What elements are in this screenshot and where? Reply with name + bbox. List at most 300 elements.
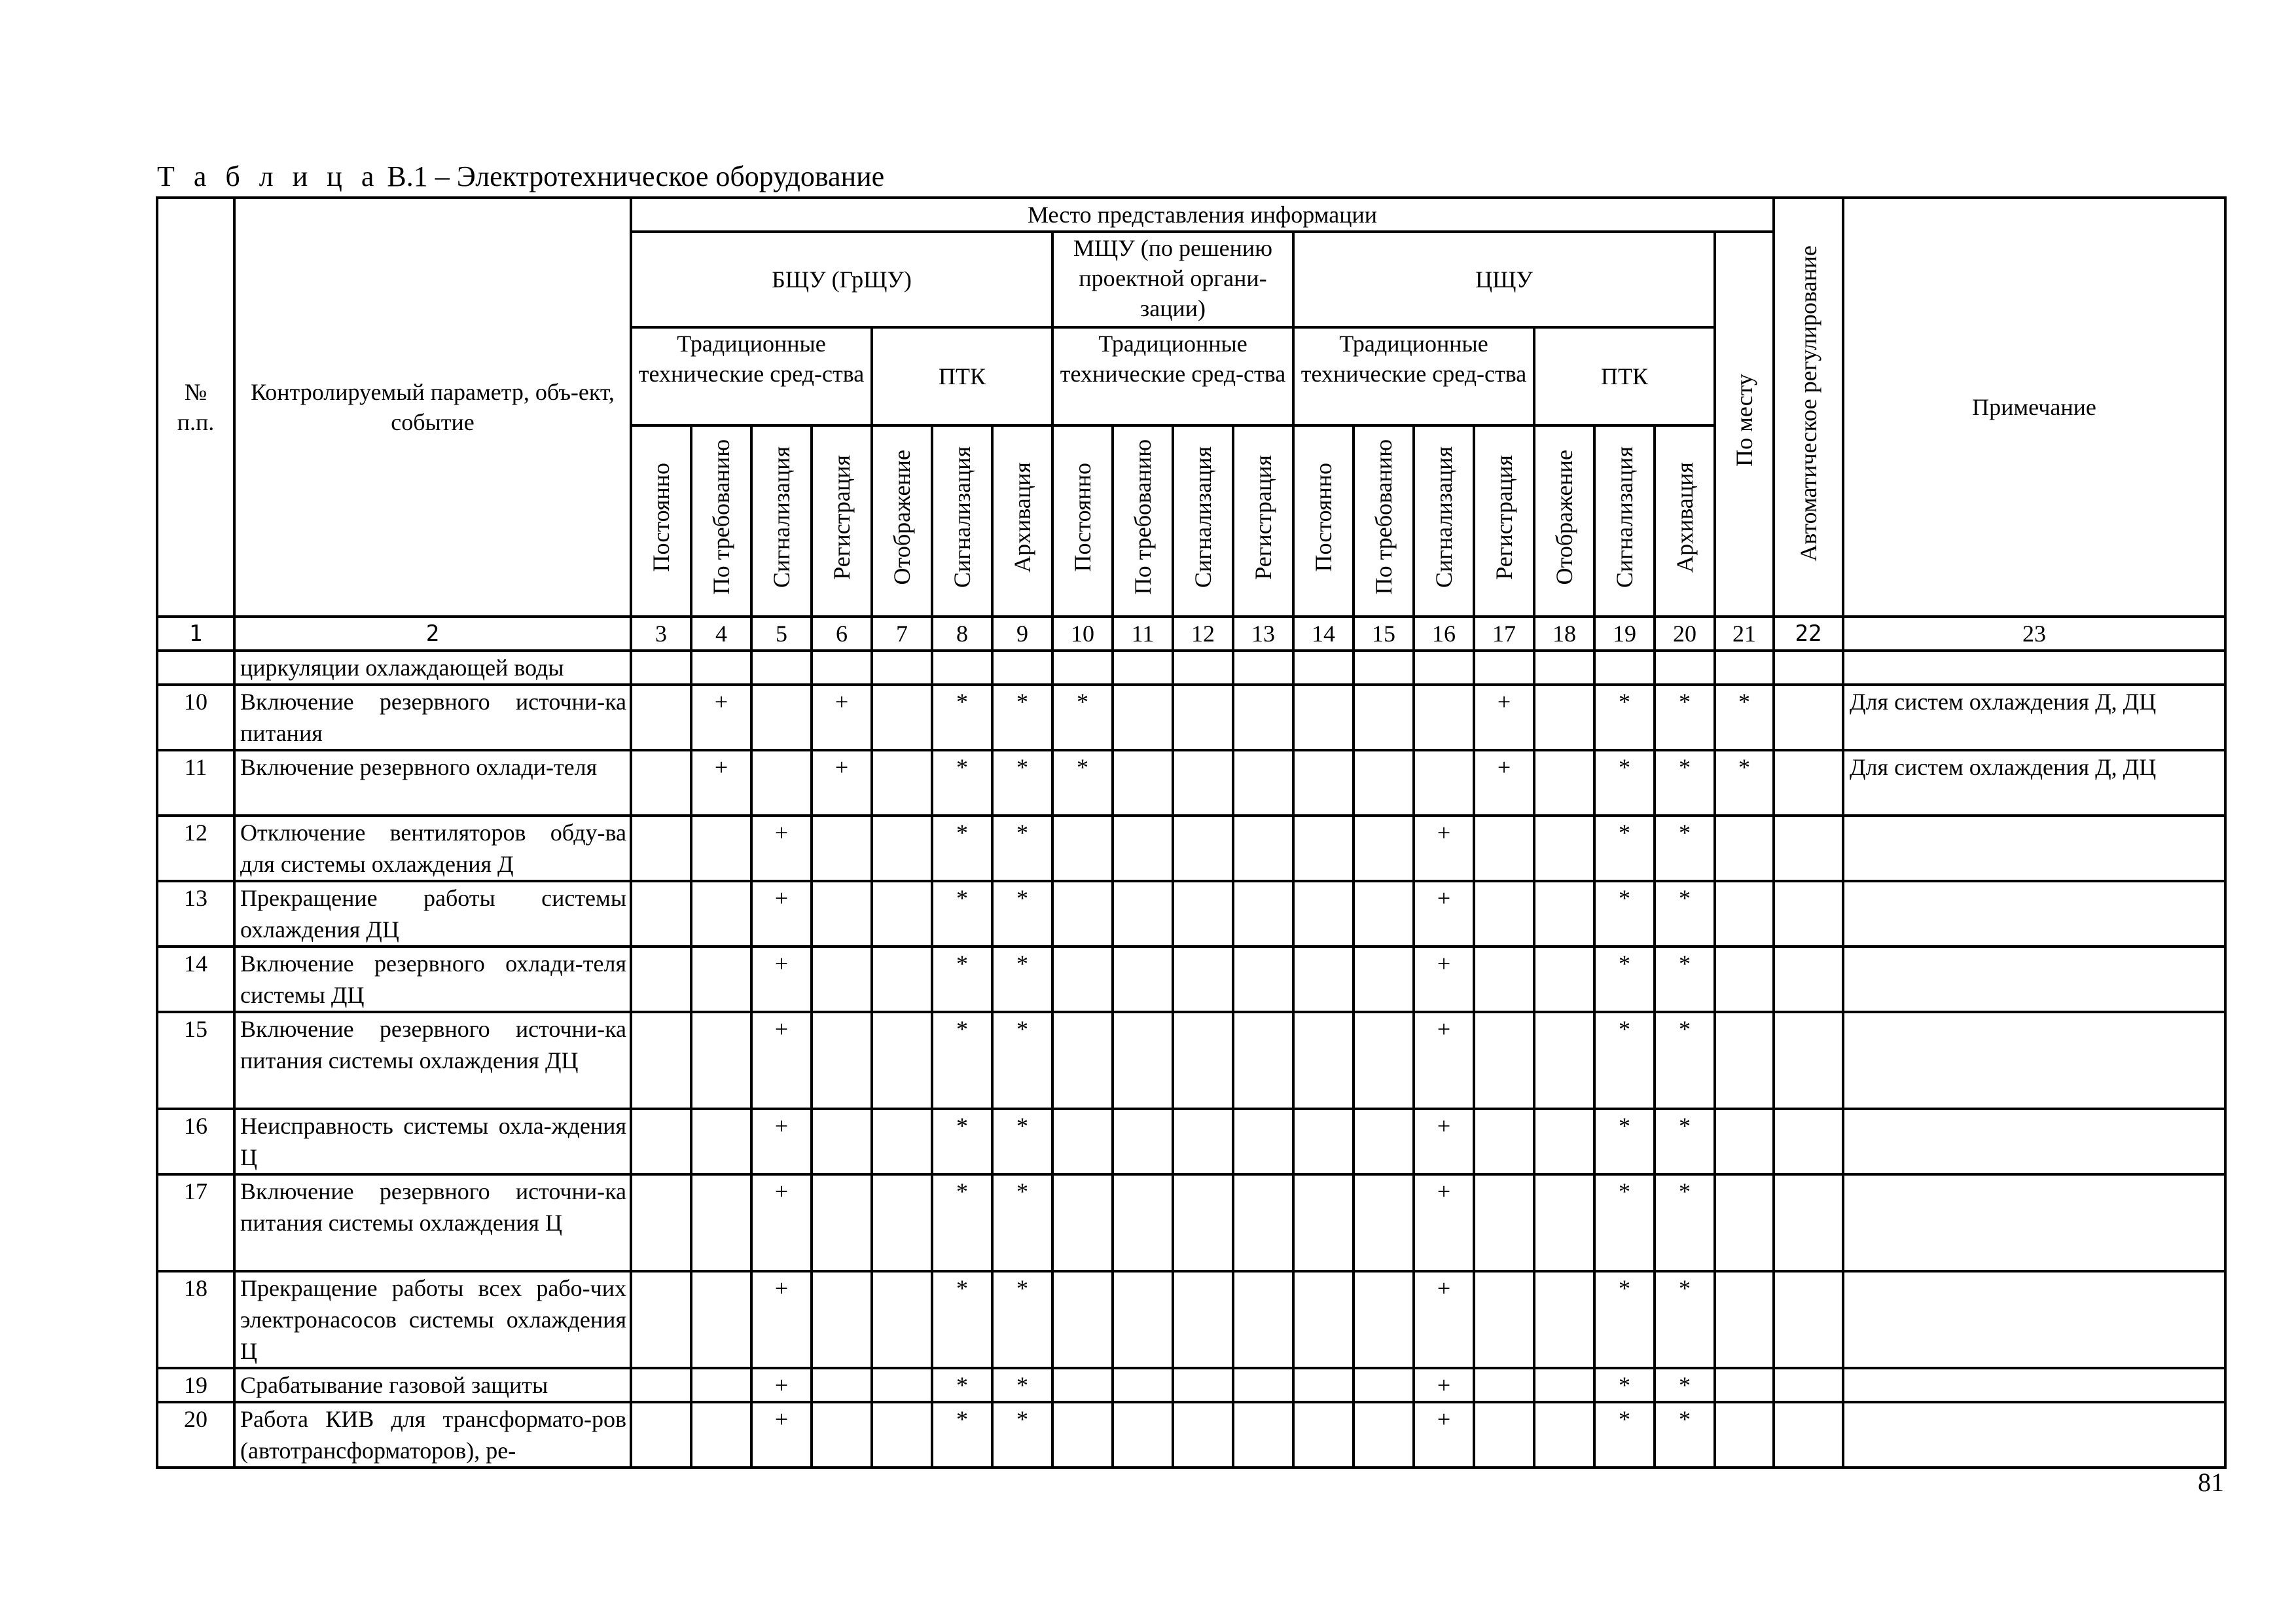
row-auto bbox=[1774, 1012, 1843, 1109]
row-mark-col-5 bbox=[751, 651, 812, 685]
page-number: 81 bbox=[2198, 1468, 2224, 1497]
row-mark-col-20: * bbox=[1655, 1174, 1715, 1271]
index-cell: 6 bbox=[812, 617, 872, 651]
row-mark-col-17 bbox=[1474, 1271, 1534, 1368]
row-mark-col-15 bbox=[1354, 1012, 1414, 1109]
header-bschu-ptk: ПТК bbox=[872, 327, 1052, 425]
header-bschu-trad: Традиционные технические сред-ства bbox=[631, 327, 872, 425]
row-mark-col-6 bbox=[812, 1012, 872, 1109]
header-col-3: Постоянно bbox=[631, 425, 691, 617]
header-mschu-trad: Традиционные технические сред-ства bbox=[1052, 327, 1293, 425]
row-mark-col-11 bbox=[1113, 651, 1173, 685]
row-mark-col-5: + bbox=[751, 1012, 812, 1109]
row-mark-col-13 bbox=[1233, 750, 1293, 816]
index-cell: 2 bbox=[234, 617, 631, 651]
row-mark-col-7 bbox=[872, 1402, 932, 1468]
row-mark-col-20: * bbox=[1655, 881, 1715, 947]
row-mark-col-15 bbox=[1354, 750, 1414, 816]
row-note bbox=[1843, 1271, 2225, 1368]
row-mark-col-13 bbox=[1233, 1174, 1293, 1271]
row-auto bbox=[1774, 1368, 1843, 1402]
row-mark-col-20: * bbox=[1655, 1402, 1715, 1468]
row-param: Прекращение работы системы охлаждения ДЦ bbox=[234, 881, 631, 947]
row-mark-col-4 bbox=[691, 651, 751, 685]
row-mark-col-18 bbox=[1534, 1402, 1594, 1468]
equipment-table bbox=[156, 196, 2227, 1469]
row-auto bbox=[1774, 685, 1843, 750]
row-note: Для систем охлаждения Д, ДЦ bbox=[1843, 750, 2225, 816]
row-mark-col-18 bbox=[1534, 750, 1594, 816]
row-mark-col-4 bbox=[691, 1174, 751, 1271]
row-mark-col-11 bbox=[1113, 1174, 1173, 1271]
row-mark-col-15 bbox=[1354, 816, 1414, 881]
row-mark-col-13 bbox=[1233, 685, 1293, 750]
row-mark-col-10 bbox=[1052, 881, 1113, 947]
row-mark-col-9: * bbox=[992, 1402, 1052, 1468]
row-mark-col-13 bbox=[1233, 816, 1293, 881]
row-mark-col-20: * bbox=[1655, 1109, 1715, 1174]
row-mark-col-21 bbox=[1715, 1012, 1774, 1109]
row-mark-col-8: * bbox=[932, 1174, 992, 1271]
row-mark-col-21 bbox=[1715, 1174, 1774, 1271]
index-cell: 4 bbox=[691, 617, 751, 651]
row-mark-col-16: + bbox=[1414, 947, 1474, 1012]
table-row bbox=[157, 1402, 2225, 1468]
row-mark-col-17: + bbox=[1474, 750, 1534, 816]
row-mark-col-9: * bbox=[992, 750, 1052, 816]
row-mark-col-18 bbox=[1534, 651, 1594, 685]
row-mark-col-4 bbox=[691, 1271, 751, 1368]
index-cell: 1 bbox=[157, 617, 234, 651]
row-mark-col-17 bbox=[1474, 881, 1534, 947]
table-row bbox=[157, 881, 2225, 947]
row-mark-col-5 bbox=[751, 685, 812, 750]
row-mark-col-7 bbox=[872, 651, 932, 685]
row-mark-col-18 bbox=[1534, 816, 1594, 881]
row-mark-col-15 bbox=[1354, 1368, 1414, 1402]
header-col-18: Отображение bbox=[1534, 425, 1594, 617]
row-mark-col-12 bbox=[1173, 685, 1233, 750]
row-mark-col-20: * bbox=[1655, 1368, 1715, 1402]
row-mark-col-19 bbox=[1594, 651, 1655, 685]
index-cell: 21 bbox=[1715, 617, 1774, 651]
row-mark-col-20: * bbox=[1655, 1012, 1715, 1109]
header-col-6: Регистрация bbox=[812, 425, 872, 617]
table-row bbox=[157, 1012, 2225, 1109]
table-row bbox=[157, 1174, 2225, 1271]
row-mark-col-4 bbox=[691, 881, 751, 947]
row-mark-col-17 bbox=[1474, 1402, 1534, 1468]
row-mark-col-5: + bbox=[751, 1271, 812, 1368]
row-mark-col-15 bbox=[1354, 1174, 1414, 1271]
row-mark-col-9: * bbox=[992, 1174, 1052, 1271]
row-mark-col-9: * bbox=[992, 1109, 1052, 1174]
row-num: 17 bbox=[157, 1174, 234, 1271]
row-mark-col-8: * bbox=[932, 1402, 992, 1468]
row-mark-col-12 bbox=[1173, 881, 1233, 947]
row-mark-col-13 bbox=[1233, 1271, 1293, 1368]
index-cell: 8 bbox=[932, 617, 992, 651]
row-mark-col-14 bbox=[1293, 750, 1354, 816]
row-mark-col-6 bbox=[812, 1109, 872, 1174]
row-mark-col-3 bbox=[631, 1174, 691, 1271]
header-col-11: По требованию bbox=[1113, 425, 1173, 617]
row-mark-col-5 bbox=[751, 750, 812, 816]
row-mark-col-5: + bbox=[751, 1174, 812, 1271]
header-cschu-trad: Традиционные технические сред-ства bbox=[1293, 327, 1534, 425]
row-mark-col-20: * bbox=[1655, 1271, 1715, 1368]
header-col-12: Сигнализация bbox=[1173, 425, 1233, 617]
row-mark-col-18 bbox=[1534, 1271, 1594, 1368]
row-mark-col-8: * bbox=[932, 1368, 992, 1402]
row-mark-col-10 bbox=[1052, 1271, 1113, 1368]
row-mark-col-7 bbox=[872, 881, 932, 947]
header-bschu: БЩУ (ГрЩУ) bbox=[631, 232, 1052, 327]
row-mark-col-8: * bbox=[932, 1271, 992, 1368]
row-mark-col-20 bbox=[1655, 651, 1715, 685]
row-param: Включение резервного охлади-теля bbox=[234, 750, 631, 816]
header-mschu: МЩУ (по решению проектной органи-зации) bbox=[1052, 232, 1293, 327]
row-mark-col-12 bbox=[1173, 947, 1233, 1012]
index-cell: 22 bbox=[1774, 617, 1843, 651]
index-cell: 19 bbox=[1594, 617, 1655, 651]
row-num: 12 bbox=[157, 816, 234, 881]
header-cschu: ЦЩУ bbox=[1293, 232, 1715, 327]
row-mark-col-3 bbox=[631, 685, 691, 750]
row-mark-col-3 bbox=[631, 1271, 691, 1368]
table-row bbox=[157, 947, 2225, 1012]
row-mark-col-11 bbox=[1113, 1368, 1173, 1402]
row-mark-col-13 bbox=[1233, 651, 1293, 685]
row-mark-col-13 bbox=[1233, 1368, 1293, 1402]
row-mark-col-10 bbox=[1052, 1174, 1113, 1271]
row-mark-col-17: + bbox=[1474, 685, 1534, 750]
row-mark-col-18 bbox=[1534, 1174, 1594, 1271]
row-param: Включение резервного источни-ка питания системы охлаждения Ц bbox=[234, 1174, 631, 1271]
row-mark-col-6 bbox=[812, 651, 872, 685]
row-mark-col-11 bbox=[1113, 685, 1173, 750]
row-mark-col-13 bbox=[1233, 1012, 1293, 1109]
row-mark-col-17 bbox=[1474, 1368, 1534, 1402]
row-mark-col-7 bbox=[872, 1271, 932, 1368]
row-mark-col-15 bbox=[1354, 651, 1414, 685]
row-mark-col-13 bbox=[1233, 881, 1293, 947]
row-mark-col-15 bbox=[1354, 881, 1414, 947]
caption-title: В.1 – Электротехническое оборудование bbox=[387, 160, 885, 192]
index-cell: 7 bbox=[872, 617, 932, 651]
row-mark-col-8 bbox=[932, 651, 992, 685]
header-auto bbox=[1774, 198, 1843, 617]
row-mark-col-12 bbox=[1173, 1109, 1233, 1174]
row-mark-col-9 bbox=[992, 651, 1052, 685]
row-mark-col-7 bbox=[872, 947, 932, 1012]
row-num: 10 bbox=[157, 685, 234, 750]
row-mark-col-10 bbox=[1052, 947, 1113, 1012]
row-mark-col-17 bbox=[1474, 1174, 1534, 1271]
row-mark-col-16: + bbox=[1414, 1402, 1474, 1468]
row-mark-col-7 bbox=[872, 750, 932, 816]
index-cell: 10 bbox=[1052, 617, 1113, 651]
row-mark-col-15 bbox=[1354, 947, 1414, 1012]
row-mark-col-14 bbox=[1293, 947, 1354, 1012]
row-mark-col-10 bbox=[1052, 651, 1113, 685]
row-mark-col-16: + bbox=[1414, 816, 1474, 881]
row-num: 16 bbox=[157, 1109, 234, 1174]
row-mark-col-6 bbox=[812, 947, 872, 1012]
row-mark-col-8: * bbox=[932, 1012, 992, 1109]
row-mark-col-12 bbox=[1173, 1368, 1233, 1402]
row-mark-col-18 bbox=[1534, 1368, 1594, 1402]
row-mark-col-21 bbox=[1715, 651, 1774, 685]
row-mark-col-9: * bbox=[992, 881, 1052, 947]
row-auto bbox=[1774, 1402, 1843, 1468]
row-mark-col-18 bbox=[1534, 685, 1594, 750]
header-col-7: Отображение bbox=[872, 425, 932, 617]
row-mark-col-9: * bbox=[992, 947, 1052, 1012]
row-mark-col-3 bbox=[631, 750, 691, 816]
row-mark-col-13 bbox=[1233, 1402, 1293, 1468]
row-mark-col-8: * bbox=[932, 685, 992, 750]
row-mark-col-10 bbox=[1052, 816, 1113, 881]
table-row bbox=[157, 816, 2225, 881]
index-cell: 14 bbox=[1293, 617, 1354, 651]
row-mark-col-21 bbox=[1715, 1368, 1774, 1402]
row-note: Для систем охлаждения Д, ДЦ bbox=[1843, 685, 2225, 750]
row-note bbox=[1843, 1174, 2225, 1271]
header-col-20: Архивация bbox=[1655, 425, 1715, 617]
row-note bbox=[1843, 816, 2225, 881]
row-mark-col-17 bbox=[1474, 816, 1534, 881]
row-mark-col-7 bbox=[872, 1012, 932, 1109]
row-mark-col-21 bbox=[1715, 947, 1774, 1012]
row-param: Включение резервного охлади-теля системы ДЦ bbox=[234, 947, 631, 1012]
row-mark-col-5: + bbox=[751, 1368, 812, 1402]
index-row bbox=[157, 617, 2225, 651]
row-mark-col-19: * bbox=[1594, 750, 1655, 816]
row-auto bbox=[1774, 881, 1843, 947]
table-body bbox=[157, 617, 2225, 1468]
row-mark-col-19: * bbox=[1594, 881, 1655, 947]
row-mark-col-3 bbox=[631, 816, 691, 881]
row-mark-col-8: * bbox=[932, 1109, 992, 1174]
row-mark-col-19: * bbox=[1594, 1109, 1655, 1174]
row-mark-col-9: * bbox=[992, 1012, 1052, 1109]
row-mark-col-18 bbox=[1534, 881, 1594, 947]
row-mark-col-6 bbox=[812, 1174, 872, 1271]
row-num: 20 bbox=[157, 1402, 234, 1468]
row-mark-col-18 bbox=[1534, 1109, 1594, 1174]
row-mark-col-3 bbox=[631, 1109, 691, 1174]
row-note bbox=[1843, 1012, 2225, 1109]
row-auto bbox=[1774, 651, 1843, 685]
row-mark-col-7 bbox=[872, 1368, 932, 1402]
header-col-8: Сигнализация bbox=[932, 425, 992, 617]
row-mark-col-15 bbox=[1354, 685, 1414, 750]
row-mark-col-19: * bbox=[1594, 1368, 1655, 1402]
row-mark-col-21: * bbox=[1715, 685, 1774, 750]
row-mark-col-14 bbox=[1293, 1271, 1354, 1368]
row-mark-col-17 bbox=[1474, 651, 1534, 685]
header-col-9: Архивация bbox=[992, 425, 1052, 617]
row-mark-col-10 bbox=[1052, 1109, 1113, 1174]
row-mark-col-18 bbox=[1534, 947, 1594, 1012]
row-param: Неисправность системы охла-ждения Ц bbox=[234, 1109, 631, 1174]
row-mark-col-21 bbox=[1715, 881, 1774, 947]
row-mark-col-6 bbox=[812, 1368, 872, 1402]
index-cell: 16 bbox=[1414, 617, 1474, 651]
header-po-mestu bbox=[1715, 232, 1774, 617]
header-po-mestu-text: По месту bbox=[1731, 374, 1757, 467]
row-mark-col-14 bbox=[1293, 816, 1354, 881]
row-mark-col-20: * bbox=[1655, 816, 1715, 881]
row-mark-col-14 bbox=[1293, 1109, 1354, 1174]
row-mark-col-16: + bbox=[1414, 1174, 1474, 1271]
row-mark-col-12 bbox=[1173, 1271, 1233, 1368]
header-col-15: По требованию bbox=[1354, 425, 1414, 617]
header-place: Место представления информации bbox=[631, 198, 1774, 232]
row-mark-col-16: + bbox=[1414, 1012, 1474, 1109]
row-mark-col-12 bbox=[1173, 1402, 1233, 1468]
row-num: 18 bbox=[157, 1271, 234, 1368]
header-cschu-ptk: ПТК bbox=[1534, 327, 1715, 425]
row-mark-col-6 bbox=[812, 881, 872, 947]
table-row bbox=[157, 1109, 2225, 1174]
row-mark-col-3 bbox=[631, 1012, 691, 1109]
row-num bbox=[157, 651, 234, 685]
row-param: Отключение вентиляторов обду-ва для системы охлаждения Д bbox=[234, 816, 631, 881]
row-mark-col-3 bbox=[631, 651, 691, 685]
row-num: 15 bbox=[157, 1012, 234, 1109]
row-mark-col-21 bbox=[1715, 1271, 1774, 1368]
row-auto bbox=[1774, 816, 1843, 881]
row-mark-col-20: * bbox=[1655, 947, 1715, 1012]
row-mark-col-3 bbox=[631, 881, 691, 947]
header-auto-text: Автоматическое регулирование bbox=[1795, 245, 1821, 562]
index-cell: 11 bbox=[1113, 617, 1173, 651]
index-cell: 20 bbox=[1655, 617, 1715, 651]
row-mark-col-14 bbox=[1293, 1368, 1354, 1402]
row-mark-col-8: * bbox=[932, 816, 992, 881]
row-mark-col-19: * bbox=[1594, 1271, 1655, 1368]
table-caption bbox=[157, 157, 884, 196]
index-cell: 3 bbox=[631, 617, 691, 651]
row-mark-col-16: + bbox=[1414, 1109, 1474, 1174]
row-note bbox=[1843, 881, 2225, 947]
caption-prefix: Т а б л и ц а bbox=[157, 160, 380, 192]
row-mark-col-4: + bbox=[691, 750, 751, 816]
index-cell: 13 bbox=[1233, 617, 1293, 651]
row-mark-col-12 bbox=[1173, 816, 1233, 881]
row-mark-col-16 bbox=[1414, 651, 1474, 685]
row-mark-col-9: * bbox=[992, 1271, 1052, 1368]
row-mark-col-21 bbox=[1715, 1402, 1774, 1468]
row-mark-col-10 bbox=[1052, 1368, 1113, 1402]
index-cell: 12 bbox=[1173, 617, 1233, 651]
row-mark-col-4 bbox=[691, 816, 751, 881]
row-mark-col-6 bbox=[812, 816, 872, 881]
row-note bbox=[1843, 1109, 2225, 1174]
row-mark-col-10: * bbox=[1052, 750, 1113, 816]
row-mark-col-19: * bbox=[1594, 1012, 1655, 1109]
row-param: Включение резервного источни-ка питания bbox=[234, 685, 631, 750]
header-col-10: Постоянно bbox=[1052, 425, 1113, 617]
index-cell: 15 bbox=[1354, 617, 1414, 651]
row-mark-col-12 bbox=[1173, 1174, 1233, 1271]
row-mark-col-11 bbox=[1113, 750, 1173, 816]
header-col-4: По требованию bbox=[691, 425, 751, 617]
row-mark-col-14 bbox=[1293, 881, 1354, 947]
row-mark-col-4: + bbox=[691, 685, 751, 750]
index-cell: 18 bbox=[1534, 617, 1594, 651]
row-mark-col-8: * bbox=[932, 750, 992, 816]
row-mark-col-19: * bbox=[1594, 685, 1655, 750]
header-col-14: Постоянно bbox=[1293, 425, 1354, 617]
table-row bbox=[157, 1368, 2225, 1402]
row-param: Включение резервного источни-ка питания системы охлаждения ДЦ bbox=[234, 1012, 631, 1109]
row-mark-col-7 bbox=[872, 816, 932, 881]
row-mark-col-19: * bbox=[1594, 1174, 1655, 1271]
row-mark-col-9: * bbox=[992, 1368, 1052, 1402]
row-num: 13 bbox=[157, 881, 234, 947]
row-mark-col-11 bbox=[1113, 1012, 1173, 1109]
row-mark-col-12 bbox=[1173, 750, 1233, 816]
table-row bbox=[157, 651, 2225, 685]
row-mark-col-12 bbox=[1173, 1012, 1233, 1109]
index-cell: 9 bbox=[992, 617, 1052, 651]
row-mark-col-19: * bbox=[1594, 1402, 1655, 1468]
row-auto bbox=[1774, 1109, 1843, 1174]
row-mark-col-3 bbox=[631, 1368, 691, 1402]
row-mark-col-10: * bbox=[1052, 685, 1113, 750]
row-note bbox=[1843, 651, 2225, 685]
row-mark-col-4 bbox=[691, 1402, 751, 1468]
row-mark-col-4 bbox=[691, 947, 751, 1012]
row-mark-col-16 bbox=[1414, 685, 1474, 750]
header-col-16: Сигнализация bbox=[1414, 425, 1474, 617]
index-cell: 23 bbox=[1843, 617, 2225, 651]
row-mark-col-7 bbox=[872, 1174, 932, 1271]
row-mark-col-5: + bbox=[751, 1109, 812, 1174]
row-mark-col-14 bbox=[1293, 651, 1354, 685]
row-mark-col-9: * bbox=[992, 685, 1052, 750]
row-auto bbox=[1774, 1174, 1843, 1271]
row-mark-col-8: * bbox=[932, 881, 992, 947]
row-mark-col-11 bbox=[1113, 947, 1173, 1012]
row-mark-col-11 bbox=[1113, 1109, 1173, 1174]
row-mark-col-7 bbox=[872, 685, 932, 750]
row-auto bbox=[1774, 750, 1843, 816]
row-mark-col-19: * bbox=[1594, 947, 1655, 1012]
row-mark-col-17 bbox=[1474, 1012, 1534, 1109]
row-mark-col-5: + bbox=[751, 881, 812, 947]
row-mark-col-14 bbox=[1293, 1402, 1354, 1468]
row-param: Срабатывание газовой защиты bbox=[234, 1368, 631, 1402]
row-mark-col-16: + bbox=[1414, 1271, 1474, 1368]
row-mark-col-19: * bbox=[1594, 816, 1655, 881]
row-mark-col-15 bbox=[1354, 1402, 1414, 1468]
row-mark-col-11 bbox=[1113, 881, 1173, 947]
row-mark-col-15 bbox=[1354, 1109, 1414, 1174]
row-num: 19 bbox=[157, 1368, 234, 1402]
row-mark-col-14 bbox=[1293, 1174, 1354, 1271]
table-row bbox=[157, 750, 2225, 816]
row-mark-col-16 bbox=[1414, 750, 1474, 816]
row-param: Прекращение работы всех рабо-чих электронасосов системы охлаждения Ц bbox=[234, 1271, 631, 1368]
row-mark-col-7 bbox=[872, 1109, 932, 1174]
row-mark-col-5: + bbox=[751, 947, 812, 1012]
row-mark-col-4 bbox=[691, 1012, 751, 1109]
row-mark-col-4 bbox=[691, 1368, 751, 1402]
